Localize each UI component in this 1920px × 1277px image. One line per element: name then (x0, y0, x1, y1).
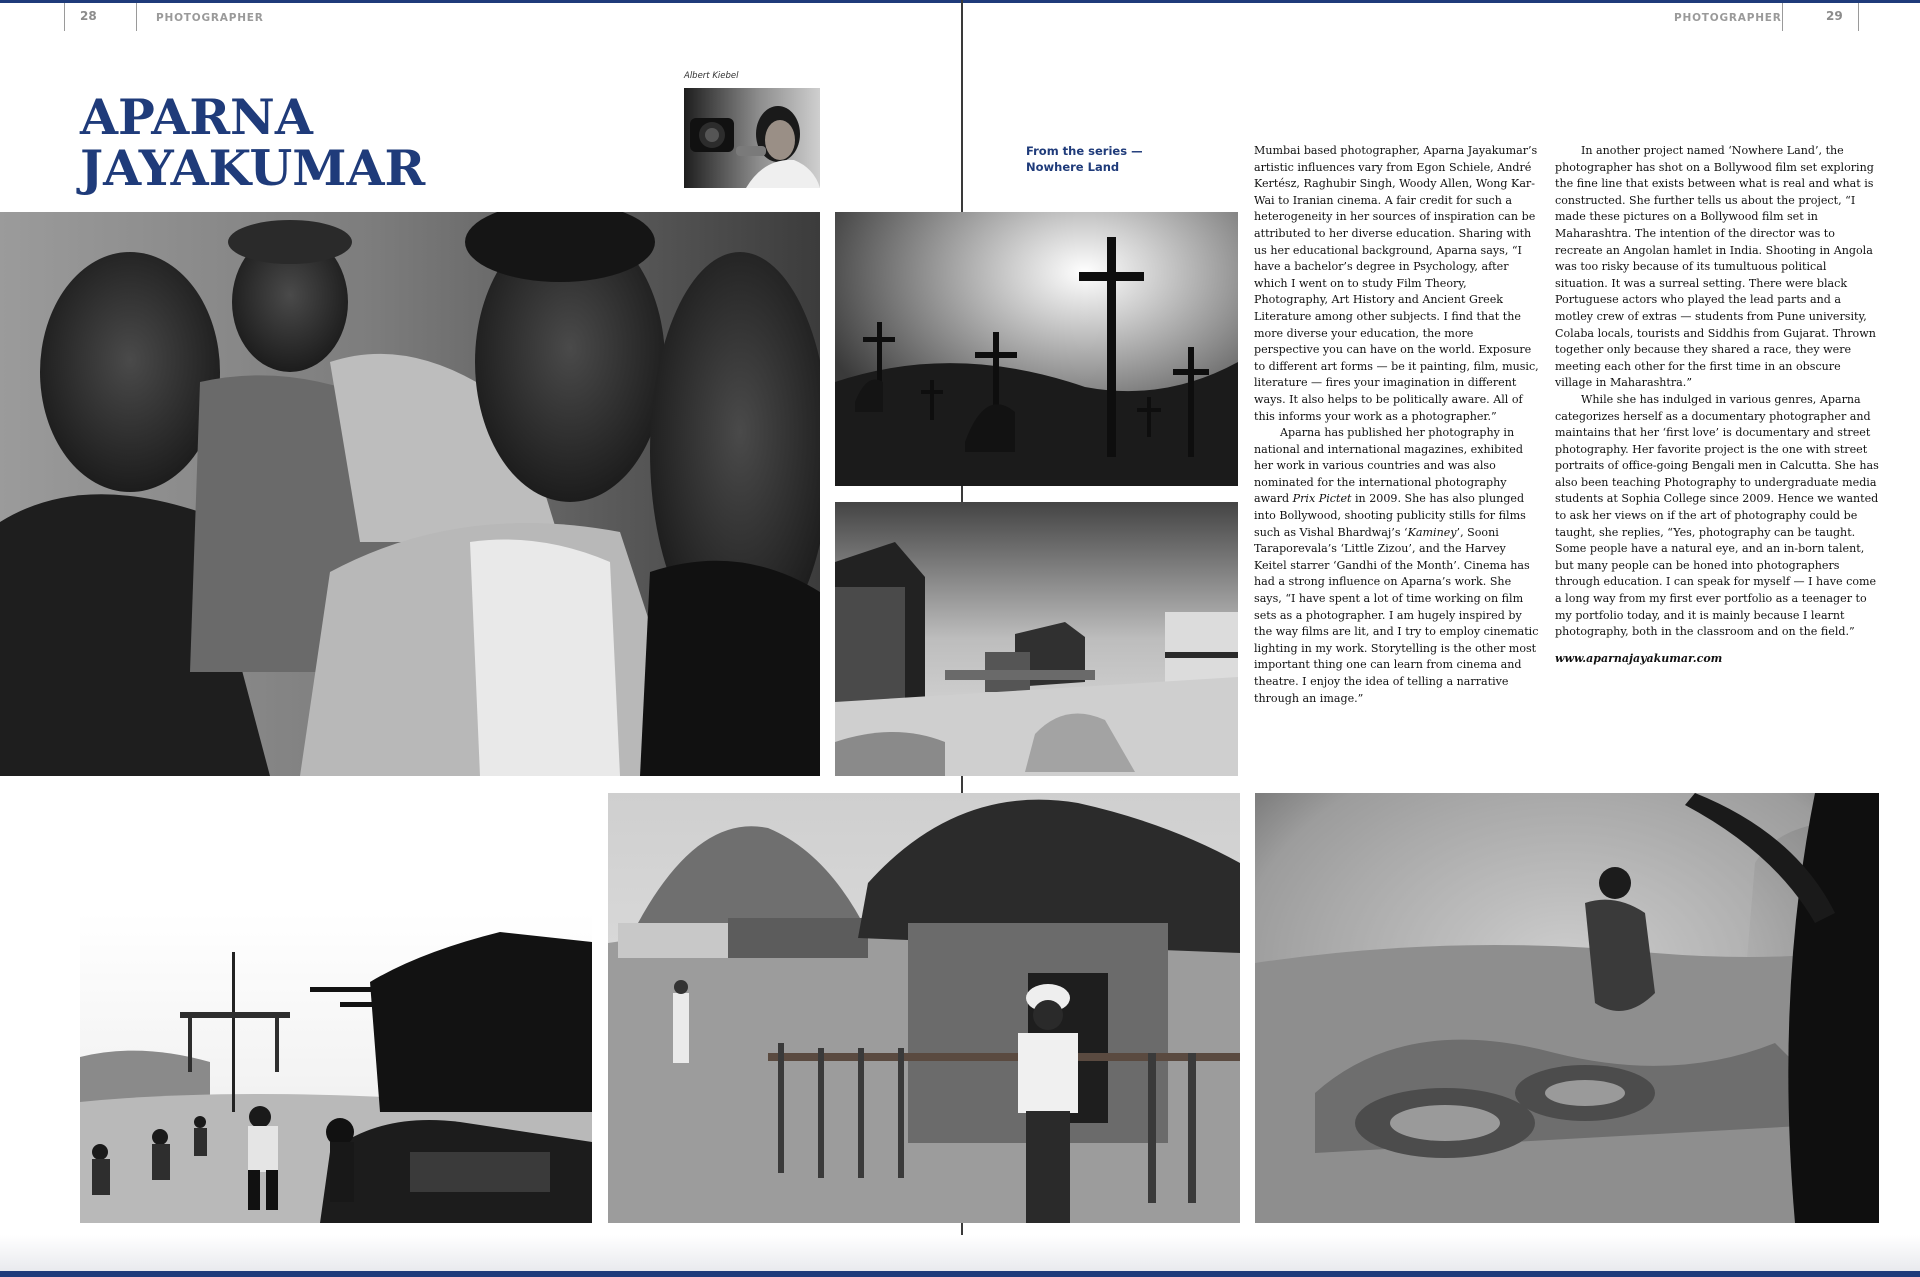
paragraph-text: ’, Sooni Taraporevala’s ‘Little Zizou’, and the Harvey Keitel starrer ‘Gandhi of the Month’. Cinema has had a strong influence on Aparna’s work. She says, “I have spent a lot of time working on film sets as a photographer. I am hugely inspired by the way films are lit, and I try to employ cinematic lighting in my work. Storytelling is the other most important thing one can learn from cinema and theatre. I enjoy the idea of telling a narrative through an image.” (1254, 525, 1539, 705)
top-rule (0, 0, 1920, 3)
article-title (80, 88, 426, 197)
website-link[interactable]: www.aparnajayakumar.com (1555, 651, 1723, 665)
article-column-2 (1555, 143, 1879, 667)
portrait-photo (684, 88, 820, 188)
page-bottom-shade (0, 1235, 1920, 1271)
article-paragraph (1254, 425, 1541, 707)
article-column-1 (1254, 143, 1541, 707)
crosses-photo (835, 212, 1238, 486)
title-line-1: APARNA (80, 88, 313, 146)
gunmen-photo (80, 912, 592, 1223)
film-title: Kaminey (1407, 525, 1457, 539)
series-caption (1026, 143, 1176, 175)
page-number-left: 28 (80, 9, 97, 23)
folio-divider (136, 3, 137, 31)
paragraph-text: Aparna has published her photography in national and international magazines, exhibited her work in various countries and was also nominated for the international photography award (1254, 426, 1523, 506)
paragraph-text: in 2009. She has also plunged into Bollywood, shooting publicity stills for films such as Vishal Bhardwaj’s ‘ (1254, 492, 1526, 539)
section-label-left: PHOTOGRAPHER (156, 12, 264, 24)
award-name: Prix Pictet (1292, 492, 1352, 506)
folio-divider (1858, 3, 1859, 31)
crowd-photo (0, 212, 820, 776)
section-label-right: PHOTOGRAPHER (1674, 12, 1782, 24)
folio-divider (1782, 3, 1783, 31)
portrait-credit: Albert Kiebel (684, 71, 739, 81)
folio-divider (64, 3, 65, 31)
series-caption-line-1: From the series — (1026, 144, 1143, 158)
article-paragraph: In another project named ‘Nowhere Land’, the photographer has shot on a Bollywood film set exploring the fine line that exists between what is real and what is constructed. She further tells us about the project, “I made these pictures on a Bollywood film set in Maharashtra. The intention of the director was to recreate an Angolan hamlet in India. Shooting in Angola was too risky because of its tumultuous political situation. It was a surreal setting. There were black Portuguese actors who played the lead parts and a motley crew of extras — students from Pune university, Colaba locals, tourists and Siddhis from Gujarat. Thrown together only because they shared a race, they were meeting each other for the first time in an obscure village in Maharashtra.” (1555, 144, 1876, 390)
car-window-photo (1255, 793, 1879, 1223)
article-paragraph: While she has indulged in various genres, Aparna categorizes herself as a documentary photographer and maintains that her ‘first love’ is documentary and street photography. Her favorite project is the one with street portraits of office-going Bengali men in Calcutta. She has also been teaching Photography to undergraduate media students at Sophia College since 2009. Hence we wanted to ask her views on if the art of photography could be taught, she replies, “Yes, photography can be taught. Some people have a natural eye, and an in-born talent, but many people can be honed into photographers through education. I can speak for myself — I have come a long way from my first ever portfolio as a teenager to my portfolio today, and it is mainly because I learnt photography, both in the classroom and on the field.” (1555, 392, 1879, 639)
series-caption-line-2: Nowhere Land (1026, 160, 1120, 174)
hut-photo (608, 793, 1240, 1223)
article-paragraph: Mumbai based photographer, Aparna Jayakumar’s artistic influences vary from Egon Schiele, André Kertész, Raghubir Singh, Woody Allen, Wong Kar-Wai to Iranian cinema. A fair credit for such a heterogeneity in her sources of inspiration can be attributed to her diverse education. Sharing with us her educational background, Aparna says, “I have a bachelor’s degree in Psychology, after which I went on to study Film Theory, Photography, Art History and Ancient Greek Literature among other subjects. I find that the more diverse your education, the more perspective you can have on the world. Exposure to different art forms — be it painting, film, music, literature — fires your imagination in different ways. It also helps to be politically aware. All of this informs your work as a photographer.” (1254, 144, 1539, 423)
bottom-rule (0, 1271, 1920, 1277)
title-line-2: JAYAKUMAR (80, 139, 426, 197)
page-number-right: 29 (1826, 9, 1843, 23)
village-set-photo (835, 502, 1238, 776)
